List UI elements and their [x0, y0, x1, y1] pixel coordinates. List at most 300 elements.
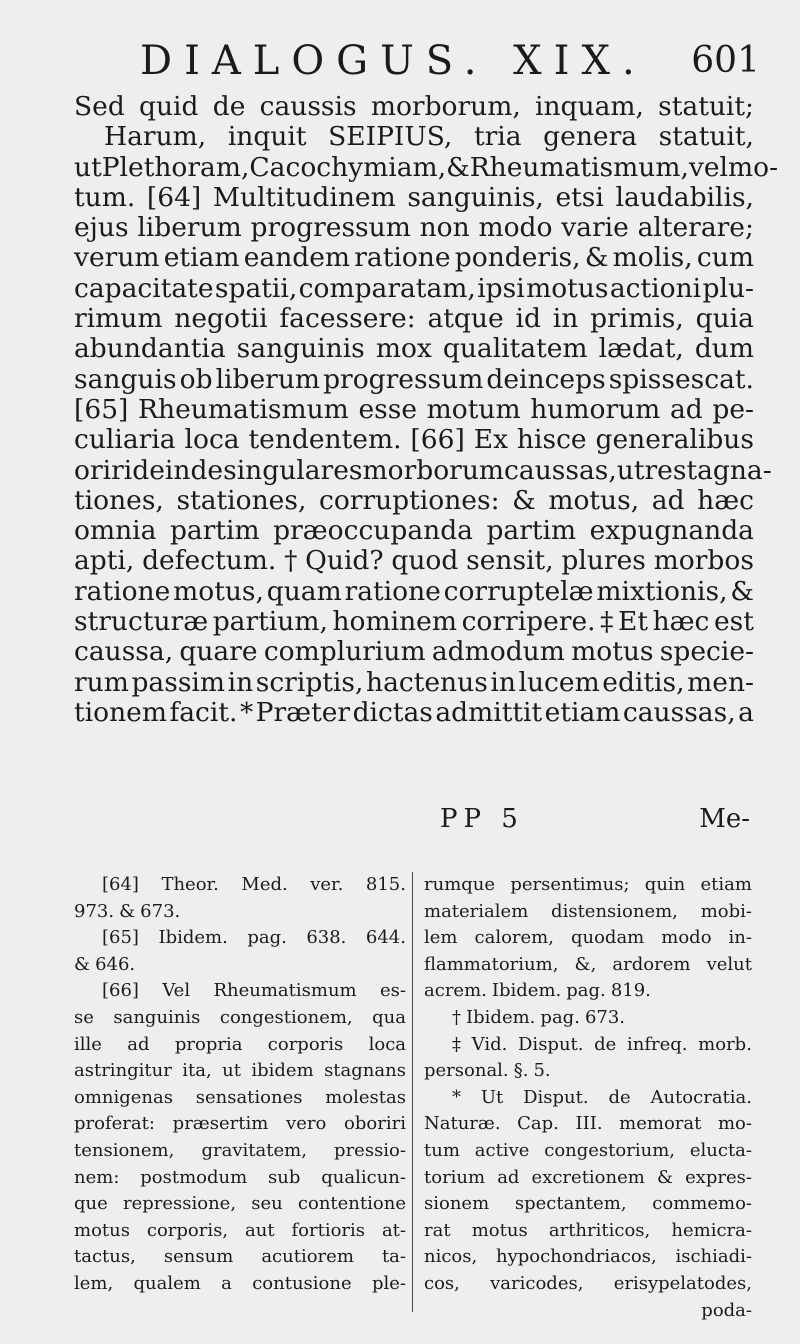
- word: rat: [424, 1219, 451, 1241]
- word: &,: [574, 953, 597, 975]
- word: tendentem.: [248, 424, 402, 456]
- word: molis,: [612, 242, 693, 274]
- word: commemo-: [652, 1193, 752, 1215]
- word: distensionem,: [551, 900, 678, 922]
- word: 673.: [140, 900, 181, 922]
- signature-mark: PP 5: [440, 804, 524, 834]
- word: ut: [222, 1060, 241, 1082]
- word: mox: [375, 333, 432, 365]
- text-line: [74, 486, 754, 516]
- word: Ibidem.: [466, 1006, 536, 1028]
- word: a: [221, 1272, 232, 1294]
- footnote-line: [74, 1218, 406, 1245]
- word: es-: [380, 980, 406, 1002]
- word: rimum: [74, 303, 163, 335]
- word: oriri: [74, 454, 133, 486]
- footnote-line: [74, 978, 406, 1005]
- word: *: [452, 1086, 461, 1108]
- footnote-line: [74, 1085, 406, 1112]
- word: caussa,: [74, 636, 174, 668]
- word: gravitatem,: [201, 1139, 307, 1161]
- footnote-line: [424, 1058, 752, 1085]
- word: verum: [74, 242, 160, 274]
- word: ischiadi-: [675, 1246, 752, 1268]
- word: memorat: [619, 1113, 702, 1135]
- word: plures: [561, 545, 646, 577]
- word: [65]: [102, 927, 139, 949]
- word: rumque: [424, 874, 496, 895]
- word: Cap.: [517, 1113, 559, 1135]
- word: deinceps: [486, 363, 606, 395]
- word: corporis,: [146, 1219, 229, 1241]
- footnote-line: [74, 1111, 406, 1138]
- page-number: 601: [691, 40, 760, 81]
- footnote-line: [74, 1032, 406, 1059]
- word: tionem: [74, 696, 167, 728]
- footnotes-left-column: [74, 872, 406, 1298]
- word: lem,: [74, 1272, 114, 1294]
- word: loca: [184, 424, 240, 456]
- text-line: [74, 122, 754, 152]
- word: de: [212, 91, 246, 122]
- word: quod: [391, 545, 459, 577]
- word: defectum.: [142, 545, 277, 577]
- word: Ex: [473, 424, 509, 456]
- word: plu-: [702, 272, 754, 304]
- footnote-line: [74, 1165, 406, 1192]
- word: primis,: [590, 303, 684, 335]
- text-line: [74, 698, 754, 728]
- word: ratione: [354, 242, 451, 274]
- word: rum: [74, 666, 129, 698]
- text-line: [74, 151, 779, 183]
- word: quin: [644, 874, 686, 895]
- word: ut: [616, 454, 645, 486]
- word: etiam: [700, 874, 752, 895]
- footnote-line: [424, 952, 752, 979]
- word: sanguis: [74, 363, 177, 395]
- word: statuit,: [658, 121, 754, 153]
- word: lædat,: [598, 333, 684, 365]
- text-line: [74, 92, 754, 122]
- word: pag.: [566, 980, 606, 1002]
- word: 815.: [365, 874, 406, 895]
- text-line: [74, 546, 754, 576]
- word: varicodes,: [490, 1272, 584, 1294]
- word: pag.: [247, 927, 287, 949]
- word: non: [419, 212, 470, 244]
- word: sanguinis: [236, 333, 365, 365]
- footnote-line: [424, 1085, 752, 1112]
- word: in: [552, 303, 579, 335]
- word: corripere.: [461, 606, 596, 638]
- word: progressum: [250, 212, 411, 244]
- page-footer-line: [74, 804, 750, 838]
- word: 973.: [74, 900, 115, 922]
- word: motum: [426, 393, 521, 425]
- word: repressione,: [122, 1193, 237, 1215]
- word: proferat:: [74, 1113, 155, 1135]
- footnote-line: [424, 1165, 752, 1192]
- word: Sed: [74, 91, 125, 122]
- word: excretionem: [531, 1166, 645, 1188]
- word: ad: [127, 1033, 150, 1055]
- word: ple-: [371, 1272, 406, 1294]
- word: 673.: [584, 1006, 626, 1028]
- word: contentione: [297, 1193, 406, 1215]
- word: &: [446, 151, 470, 183]
- word: acutiorem: [261, 1246, 354, 1268]
- word: mo-: [728, 151, 779, 183]
- word: qualicun-: [321, 1166, 406, 1188]
- word: sensit,: [466, 545, 554, 577]
- word: abundantia: [74, 333, 226, 365]
- word: ad: [651, 484, 685, 516]
- word: ‡: [452, 1033, 461, 1055]
- word: structuræ: [74, 606, 209, 638]
- word: †: [452, 1006, 461, 1028]
- word: Et: [618, 606, 648, 638]
- footnote-line: [74, 1244, 406, 1271]
- word: omnia: [74, 515, 157, 547]
- word: spissescat.: [608, 363, 754, 395]
- word: ver.: [310, 874, 344, 895]
- word: spatii,: [214, 272, 298, 304]
- word: stagnans: [324, 1060, 406, 1082]
- word: contusione: [252, 1272, 352, 1294]
- word: 5.: [533, 1060, 551, 1082]
- word: Vid.: [471, 1033, 508, 1055]
- word: ob: [179, 363, 213, 395]
- text-line: [74, 395, 754, 425]
- word: specie-: [659, 636, 754, 668]
- word: liberum: [215, 363, 321, 395]
- word: sanguinis: [113, 1006, 201, 1028]
- word: liberum: [137, 212, 242, 244]
- word: sensum: [163, 1246, 234, 1268]
- word: ad: [669, 393, 703, 425]
- word: vero: [286, 1113, 327, 1135]
- word: Cacochymiam,: [249, 151, 447, 183]
- word: [64]: [146, 181, 202, 213]
- word: Multitudinem: [212, 181, 396, 213]
- word: flammatorium,: [424, 953, 559, 975]
- word: [65]: [74, 393, 129, 425]
- word: de: [594, 1033, 617, 1055]
- word: men-: [687, 666, 754, 698]
- word: lucem: [518, 666, 600, 698]
- word: ardorem: [612, 953, 691, 975]
- footnote-line: [74, 952, 406, 979]
- word: oboriri: [344, 1113, 406, 1135]
- word: congestionem,: [219, 1006, 353, 1028]
- footnote-line: [424, 1244, 752, 1271]
- word: †: [284, 545, 298, 577]
- footnote-line: [424, 1138, 752, 1165]
- word: caussis: [259, 91, 357, 122]
- footnote-line: [74, 1271, 406, 1298]
- word: propria: [174, 1033, 243, 1055]
- word: *: [239, 696, 254, 728]
- word: id: [515, 303, 541, 335]
- word: 638.: [306, 927, 347, 949]
- word: que: [74, 1193, 108, 1215]
- word: eandem: [243, 242, 351, 274]
- word: actioni: [609, 272, 702, 304]
- word: motus: [74, 1219, 130, 1241]
- word: etiam: [544, 696, 621, 728]
- page-header: [140, 38, 760, 98]
- text-line: [74, 213, 754, 243]
- word: sanguinis,: [407, 181, 544, 213]
- word: [66]: [410, 424, 465, 456]
- word: [64]: [102, 874, 139, 895]
- footnote-line: [424, 1298, 752, 1325]
- word: partim: [486, 515, 577, 547]
- footnote-line: [424, 925, 752, 952]
- word: in-: [728, 927, 752, 949]
- word: tactus,: [74, 1246, 136, 1268]
- word: §.: [513, 1060, 529, 1082]
- word: hominem: [332, 606, 457, 638]
- word: morbos: [653, 545, 754, 577]
- text-line: [74, 304, 754, 334]
- word: caussas,: [622, 696, 736, 728]
- word: inquam,: [535, 91, 644, 122]
- word: admittit: [435, 696, 543, 728]
- text-line: [74, 183, 754, 213]
- word: ibidem: [251, 1060, 314, 1082]
- word: fortioris: [291, 1219, 366, 1241]
- catchword: Me-: [699, 804, 750, 834]
- word: quia: [695, 303, 754, 335]
- word: stationes,: [176, 484, 307, 516]
- word: expres-: [685, 1166, 752, 1188]
- word: apti,: [74, 545, 135, 577]
- word: tum.: [74, 181, 136, 213]
- word: motus,: [548, 484, 640, 516]
- word: ita,: [182, 1060, 212, 1082]
- word: &: [584, 242, 609, 274]
- word: 819.: [610, 980, 651, 1002]
- word: complurium: [263, 636, 426, 668]
- word: Plethoram,: [101, 151, 250, 183]
- word: præsertim: [172, 1113, 269, 1135]
- word: ta-: [381, 1246, 406, 1268]
- word: ponderis,: [454, 242, 581, 274]
- word: poda-: [701, 1299, 752, 1321]
- word: etsi: [555, 181, 604, 213]
- text-line: [74, 516, 754, 546]
- word: laudabilis,: [615, 181, 754, 213]
- word: sionem: [424, 1193, 490, 1215]
- footnote-line: [74, 1005, 406, 1032]
- word: arthriticos,: [548, 1219, 651, 1241]
- word: qualem: [133, 1272, 201, 1294]
- word: facit.: [169, 696, 238, 728]
- word: varie: [561, 212, 629, 244]
- word: Rheumatismum,: [469, 151, 689, 183]
- word: corporis: [267, 1033, 344, 1055]
- word: modo: [661, 927, 712, 949]
- word: capacitate: [74, 272, 214, 304]
- word: mo-: [717, 1113, 752, 1135]
- word: morb.: [698, 1033, 752, 1055]
- text-line: [74, 668, 754, 698]
- footnote-line: [424, 1191, 752, 1218]
- word: ratione: [344, 575, 441, 607]
- word: caussas,: [504, 454, 617, 486]
- word: mixtionis,: [596, 575, 728, 607]
- word: quid: [139, 91, 199, 122]
- word: spectantem,: [514, 1193, 627, 1215]
- word: in: [490, 666, 516, 698]
- word: atque: [427, 303, 504, 335]
- word: passim: [131, 666, 226, 698]
- word: &: [119, 900, 136, 922]
- word: cum: [696, 242, 754, 274]
- word: Disput.: [518, 1033, 584, 1055]
- word: molestas: [325, 1086, 406, 1108]
- word: personal.: [424, 1060, 509, 1082]
- word: inquit: [227, 121, 307, 153]
- word: pag.: [540, 1006, 580, 1028]
- text-line: [74, 334, 754, 364]
- word: statuit;: [658, 91, 754, 122]
- footnote-line: [74, 899, 406, 926]
- text-line: [74, 637, 754, 667]
- word: astringitur: [74, 1060, 172, 1082]
- word: 646.: [95, 953, 136, 975]
- word: ‡: [600, 606, 614, 638]
- word: tria: [473, 121, 522, 153]
- word: active: [474, 1139, 530, 1161]
- footnotes-right-column: [424, 872, 752, 1324]
- word: alterare;: [637, 212, 754, 244]
- word: lem: [424, 927, 458, 949]
- word: &: [512, 484, 536, 516]
- word: motus,: [173, 575, 264, 607]
- footnote-line: [74, 872, 406, 899]
- word: pressio-: [334, 1139, 406, 1161]
- text-line: [74, 274, 754, 304]
- word: hæc: [652, 606, 710, 638]
- word: persentimus;: [510, 874, 630, 895]
- word: esse: [358, 393, 418, 425]
- word: Harum,: [104, 121, 207, 153]
- footnote-line: [74, 925, 406, 952]
- word: velut: [706, 953, 752, 975]
- word: ejus: [74, 212, 129, 244]
- word: dictas: [352, 696, 433, 728]
- footnote-line: [74, 1138, 406, 1165]
- footnote-line: [424, 872, 752, 899]
- word: Ibidem.: [491, 980, 562, 1002]
- word: ille: [74, 1033, 102, 1055]
- word: expugnanda: [589, 515, 754, 547]
- column-divider: [412, 872, 413, 1312]
- word: pe-: [712, 393, 754, 425]
- word: morborum: [362, 454, 505, 486]
- word: hæc: [697, 484, 754, 516]
- word: restagna-: [644, 454, 772, 486]
- word: Ibidem.: [158, 927, 228, 949]
- word: negotii: [174, 303, 268, 335]
- running-title: DIALOGUS. XIX.: [140, 38, 647, 84]
- word: quare: [179, 636, 258, 668]
- word: partium,: [212, 606, 328, 638]
- word: omnigenas: [74, 1086, 173, 1108]
- word: generalibus: [595, 424, 754, 456]
- word: Med.: [241, 874, 288, 895]
- word: hemicra-: [671, 1219, 752, 1241]
- word: &: [656, 1166, 673, 1188]
- word: hactenus: [366, 666, 488, 698]
- word: hisce: [516, 424, 587, 456]
- word: infreq.: [627, 1033, 688, 1055]
- word: præoccupanda: [273, 515, 473, 547]
- word: Vel: [162, 980, 191, 1002]
- word: Quid?: [305, 545, 384, 577]
- word: sub: [268, 1166, 301, 1188]
- word: Rheumatismum: [138, 393, 349, 425]
- footnote-line: [424, 1032, 752, 1059]
- word: quam: [266, 575, 342, 607]
- word: genera: [543, 121, 638, 153]
- word: in: [227, 666, 254, 698]
- word: seu: [251, 1193, 283, 1215]
- word: partim: [169, 515, 260, 547]
- text-line: [74, 243, 754, 273]
- word: est: [713, 606, 754, 638]
- word: comparatam,: [298, 272, 476, 304]
- word: deinde: [132, 454, 224, 486]
- word: corruptiones:: [318, 484, 500, 516]
- word: progressum: [323, 363, 484, 395]
- word: Theor.: [161, 874, 219, 895]
- word: etiam: [163, 242, 240, 274]
- word: a: [738, 696, 754, 728]
- word: Ut: [480, 1086, 504, 1108]
- main-text-block: [74, 91, 779, 728]
- word: torium: [424, 1166, 486, 1188]
- word: materialem: [424, 900, 529, 922]
- footnote-line: [424, 1111, 752, 1138]
- text-line: [74, 425, 754, 455]
- word: dum: [694, 333, 754, 365]
- word: facessere:: [279, 303, 416, 335]
- footnote-line: [424, 1005, 752, 1032]
- footnote-line: [424, 978, 752, 1005]
- text-line: [74, 577, 754, 607]
- word: acrem.: [424, 980, 487, 1002]
- word: tensionem,: [74, 1139, 175, 1161]
- word: morborum,: [370, 91, 521, 122]
- word: culiaria: [74, 424, 176, 456]
- text-line: [74, 365, 754, 395]
- word: &: [74, 953, 91, 975]
- word: vel: [688, 151, 729, 183]
- word: loca: [368, 1033, 406, 1055]
- word: qualitatem: [442, 333, 588, 365]
- word: Rheumatismum: [213, 980, 357, 1002]
- word: quodam: [570, 927, 645, 949]
- word: tum: [424, 1139, 460, 1161]
- word: &: [730, 575, 754, 607]
- word: de: [608, 1086, 631, 1108]
- footnote-line: [74, 1191, 406, 1218]
- word: SEIPIUS,: [328, 121, 453, 153]
